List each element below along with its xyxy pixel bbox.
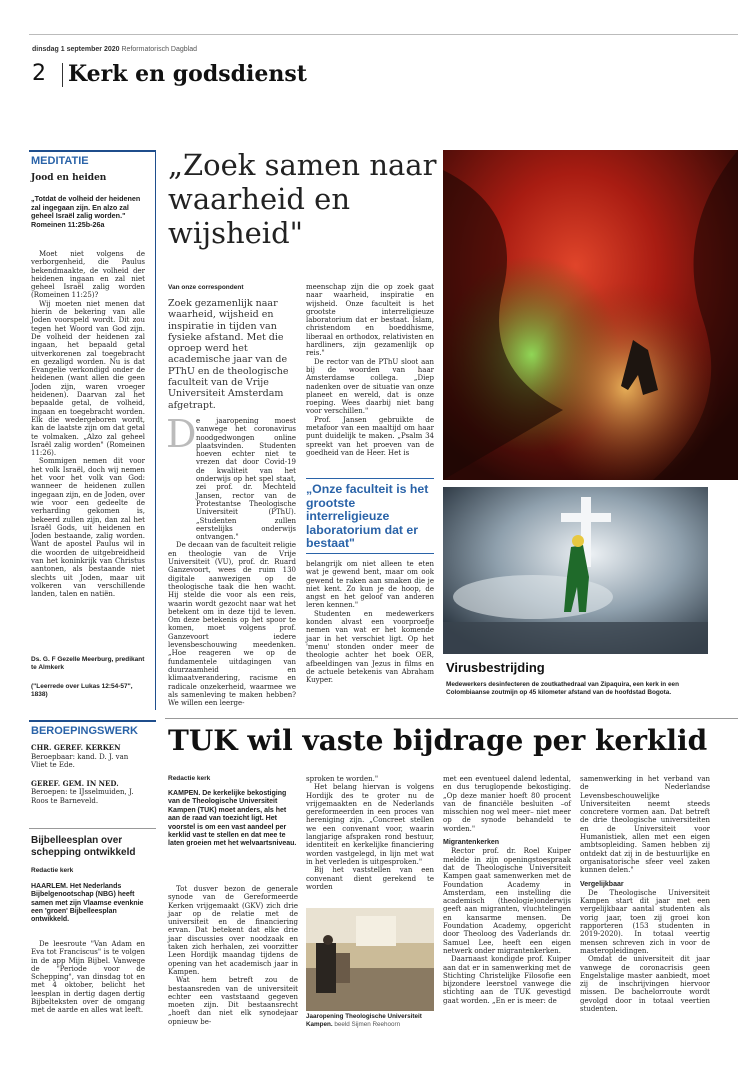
meditatie-quote: „Totdat de volheid der heidenen zal ingegaan zijn. En alzo zal geheel Israël zalig worden." Romeinen 11:25b-26a [31,194,141,229]
meditatie-rule [29,150,156,152]
tuk-photo-caption: Jaaropening Theologische Universiteit Kampen. beeld Sijmen Reehoorn [306,1013,422,1028]
pullquote: „Onze faculteit is het grootste interreligieuze laboratorium dat er bestaat" [306,482,429,550]
sidebar-border [155,150,156,710]
page-number: 2 [32,61,46,86]
photo-title: Virusbestrijding [446,660,545,675]
dateline: dinsdag 1 september 2020 Reformatorisch Dagblad [32,46,197,53]
bijbel-rule [29,828,156,829]
tuk-col3: met een eventueel dalend ledental, en dus teruglopende bekostiging. „Op deze manier hoeft 80 procent van de financiële besluiten –of misschien nog wel meer– niet meer op de synode behandeld te worden." Migrantenkerken Rector prof. dr. Roel Kuiper meldde in zijn openingstoespraak dat de Theologische Universiteit Kampen gaat samenwerken met de Foundation Academy in Amsterdam, een instelling die academisch (theologie)onderwijs geeft aan migranten, vluchtelingen en kansarme mensen. De Foundation Academy, opgericht door Theoloog des Vaderlands dr. Samuel Lee, heeft een eigen netwerk onder migrantenkerken. Daarnaast kondigde prof. Kuiper aan dat er in samenwerking met de Stichting Christelijke Filosofie een bijzondere leerstoel vanwege die stichting aan de TUK gevestigd gaat worden. „En er is meer: de [443,775,571,1005]
main-lead: Zoek gezamenlijk naar waarheid, wijsheid en inspiratie in tijden van fysieke afstand. Met die oproep werd het academische jaar van de PThU en de theologische faculteit van de Vrije Universiteit Amsterdam afgetrapt. [168,298,289,411]
meditatie-body: Moet niet volgens de verborgenheid, die Paulus bekendmaakte, de volheid der heidenen ingaan en zal niet geheel Israël zalig worden (Romeinen 11:25)? Wij moeten niet menen dat hierin de bekering van alle Joden voorspeld wordt. Dit zou tegen het Woord van God zijn. De volheid der heidenen zal ingaan, het bepaald getal uitverkorenen zal toegebracht en gezaligd worden. Nu is dat Evangelie verkondigd onder de heidenen (want allen die geen Joden zijn, waren vroeger heidenen). Daarvan zal het bepaalde getal, de volheid, ingaan en toegebracht worden. Elk die wedergeboren wordt, kan de laatste zijn om dat getal te volmaken. „Alzo zal geheel Israël zalig worden" (Romeinen 11:26). Sommigen nemen dit voor het volk Israël, doch wij nemen het voor het volk van God: wanneer de heidenen zullen ingegaan zijn, en de Joden, over wie voor een gedeelte de verharding gekomen is, bekeerd zullen zijn, dan zal het Israël Gods, uit heidenen en Joden bestaande, zalig worden. Want de apostel Paulus wil in die woorden de uitgebreidheid van het koninkrijk van Christus aantonen, als bestaande niet slechts uit Joden, maar uit volkeren van verschillende landen, talen en natiën. [31,250,145,599]
main-col2b: belangrijk om niet alleen te eten wat je gewend bent, maar om ook gewend te raken aan smaken die je niet kent. Zo kun je de hoop, de angst en het geloof van anderen leren kennen." Studenten en medewerkers konden alvast een voorproefje nemen van wat er het komende jaar in het verschiet ligt. Op het 'menu' stonden onder meer de theologie achter het boek OER, afbeeldingen van Jezus in films en de actuele betekenis van Abraham Kuyper. [306,560,434,685]
meditatie-source: ("Leerrede over Lukas 12:54-57", 1838) [31,683,133,698]
salt-cathedral-photo [443,150,738,480]
section-title: Kerk en godsdienst [68,61,307,87]
meditatie-title: Jood en heiden [31,173,107,183]
tuk-col2: sproken te worden." Het belang hiervan is volgens Hordijk des te groter nu de vrijgemaakten en de Nederlands gereformeerden in een proces van hereniging zijn. „Concreet stellen we een convenant voor, waarin langjarige afspraken rond bestuur, identiteit en kerkelijke financiering worden vastgelegd, in lijn met wat in het verleden is uitgesproken." Bij het vaststellen van een convenant dient gerekend te worden [306,775,434,891]
header-divider [62,63,63,87]
bijbel-body: De leesroute "Van Adam en Eva tot Franciscus" is te volgen in de app Mijn Bijbel. Vanwege de "Periode voor de Schepping", van dinsdag tot en met 4 oktober, belicht het leesplan in dertig dagen dertig Bijbelteksten over de omgang met de aarde en alles wat leeft. [31,940,145,1015]
meditatie-label: MEDITATIE [31,155,89,167]
pullquote-rule-bottom [306,553,434,554]
tuk-headline: TUK wil vaste bijdrage per kerklid [168,724,708,757]
tuk-col4: samenwerking in het verband van de Nederlandse Levensbeschouwelijke Universiteiten neemt steeds concretere vormen aan. Dat betreft de drie theologische universiteiten en de Universiteit voor Humanistiek, allen met een eigen ambtsopleiding. Samen hebben zij ontdekt dat zij in de bestuurlijke en organisatorische sfeer veel zaken kunnen delen." Vergelijkbaar De Theologische Universiteit Kampen start dit jaar met een vergelijkbaar aantal studenten als vorig jaar, toen zij groei kon rapporteren (153 studenten in 2019-2020). In totaal veertig mensen schreven zich in voor de masteropleidingen. Omdat de universiteit dit jaar vanwege de coronacrisis geen Engelstalige master aanbiedt, moet zij de inschrijvingen hiervoor missen. De bachelorroute wordt gevolgd door in totaal veertien studenten. [580,775,710,1014]
photo-caption: Medewerkers desinfecteren de zoutkathedraal van Zipaquira, een kerk in een Colombiaanse zoutmijn op 45 kilometer afstand van de hoofdstad Bogota. [446,681,679,697]
pullquote-rule-top [306,478,434,479]
tuk-col1: Tot dusver bezon de generale synode van de Gereformeerde Kerken vrijgemaakt (GKV) zich drie jaar op de relatie met de universiteit en de financiering ervan. Dat betekent dat elke drie jaar discussies over noodzaak en taken zich herhalen, zei voorzitter Leen Hordijk maandag tijdens de opening van het academisch jaar in Kampen. Wat hem betreft zou de bestaansreden van de universiteit echter een vaststaand gegeven moeten zijn. Dit bestaansrecht „hoeft dan niet elk synodejaar opnieuw be- [168,885,298,1026]
beroeping-label: BEROEPINGSWERK [31,725,138,737]
main-col2: meenschap zijn die op zoek gaat naar waarheid, inspiratie en wijsheid. Onze faculteit is het grootste interreligieuze laboratorium dat er bestaat. Islam, christendom en boeddhisme, liberaal en orthodox, relativisten en hardliners, zijn gezamenlijk op reis." De rector van de PThU sloot aan bij de woorden van haar Amsterdamse collega. „Diep nadenken over de situatie van onze planeet en wereld, dat is onze roeping. Wees daarbij niet bang voor verschillen." Prof. Jansen gebruikte de metafoor van een maaltijd om haar punt duidelijk te maken. „Psalm 34 spreekt van het proeven van de goedheid van de Heer. Het is [306,283,434,457]
bijbel-title: Bijbelleesplan over schepping ontwikkeld [31,835,136,858]
bijbel-byline: Redactie kerk [31,867,74,874]
main-col1: e jaaropening moest vanwege het coronavirus noodgedwongen online plaatsvinden. Studenten hoeven echter niet te vrezen dat door Covid-19 de kwaliteit van het onderwijs op het spel staat, zei prof. dr. Mechteld Jansen, rector van de Protestantse Theologische Universiteit (PThU). „Studenten zullen eerstelijks onderwijs ontvangen." De decaan van de faculteit religie en theologie van de Vrije Universiteit (VU), prof. dr. Ruard Ganzevoort, wees de ruim 130 digitale aanwezigen op de theologische taak die hen wacht. Hij stelde die voor als een reis, waarin wordt gezocht naar wat het betekent om in deze tijd te leven. Om deze betekenis op het spoor te komen, moet volgens prof. Ganzevoort iedere levensbeschouwing meedenken. „Hoe reageren we op de fundamentele uitdagingen van duurzaamheid en klimaatverandering, racisme en radicale onzekerheid, waarmee we als samenleving te maken hebben? We willen een leerge- [168,417,296,708]
top-rule [29,34,738,35]
tuk-lead: KAMPEN. De kerkelijke bekostiging van de Theologische Universiteit Kampen (TUK) moet anders, als het aan de raad van toezicht ligt. Het voorstel is om een vast aandeel per kerklid vast te stellen en dat mee te laten groeien met het welvaartsniveau. [168,790,297,848]
tuk-photo [306,908,434,1011]
meditatie-author: Ds. G. F Gezelle Meerburg, predikant te Almkerk [31,656,145,671]
main-headline: „Zoek samen naar waarheid en wijsheid" [168,148,437,250]
disinfection-photo [443,487,708,654]
dropcap: D [166,412,197,456]
bijbel-lead: HAARLEM. Het Nederlands Bijbelgenootschap (NBG) heeft samen met zijn Vlaamse evenknie een 'groen' Bijbelleesplan ontwikkeld. [31,883,144,924]
beroeping-rule [29,720,156,722]
tuk-byline: Redactie kerk [168,775,211,782]
beroeping-list: CHR. GEREF. KERKEN Beroepbaar: kand. D. J. van Vliet te Ede. GEREF. GEM. IN NED. Beroepen: te IJsselmuiden, J. Roos te Barneveld. [31,743,134,805]
main-byline: Van onze correspondent [168,284,244,291]
tuk-rule [165,718,738,719]
